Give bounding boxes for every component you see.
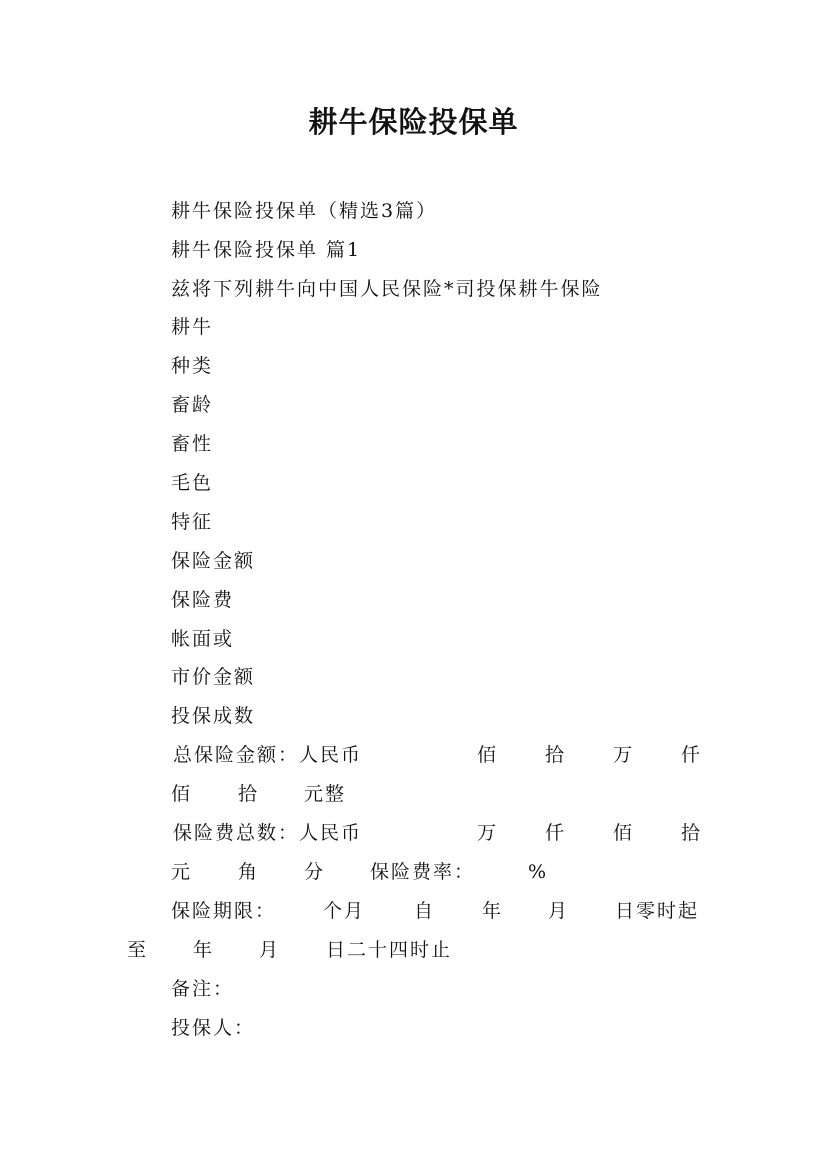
period-unit-from: 自 [414,900,436,922]
premium-unit-yuan: 元 [171,861,193,883]
period-unit-year: 年 [482,900,504,922]
total-amount-unit-yuan: 元整 [304,783,347,805]
field-label-coverage-ratio: 投保成数 [171,705,256,727]
premium-rate-label: 保险费率： [370,861,476,883]
period-unit-year-end: 年 [193,939,215,961]
total-amount-row-2 [0,782,827,806]
period-unit-months: 个月 [323,900,366,922]
premium-unit-fen: 分 [304,861,326,883]
total-amount-unit-wan: 万 [613,744,635,766]
premium-rate-unit: % [528,861,549,883]
document-title: 耕牛保险投保单 [308,105,519,139]
total-amount-unit-bai-2: 佰 [171,783,193,805]
period-unit-day-end: 日二十四时止 [326,939,453,961]
remarks-label: 备注： [171,978,235,1000]
total-amount-row-1 [0,743,827,767]
total-amount-unit-bai: 佰 [477,744,499,766]
premium-unit-wan: 万 [477,822,499,844]
field-label-premium: 保险费 [171,589,235,611]
premium-unit-bai: 佰 [613,822,635,844]
premium-total-label: 保险费总数：人民币 [173,822,363,844]
doc-line-heading: 耕牛保险投保单（精选3篇） [171,200,438,222]
period-label: 保险期限： [171,900,277,922]
period-row-1 [0,899,827,923]
premium-unit-shi: 拾 [681,822,703,844]
field-label-book-value: 帐面或 [171,628,235,650]
period-unit-day-start: 日零时起 [615,900,700,922]
period-unit-to: 至 [127,939,149,961]
field-label-insured-amount: 保险金额 [171,550,256,572]
period-row-2 [0,938,827,962]
total-amount-unit-qian: 仟 [681,744,703,766]
premium-row-1 [0,821,827,845]
premium-unit-qian: 仟 [545,822,567,844]
field-label-market-value: 市价金额 [171,666,256,688]
premium-unit-jiao: 角 [238,861,260,883]
field-label-cattle: 耕牛 [171,316,214,338]
field-label-sex: 畜性 [171,433,214,455]
field-label-color: 毛色 [171,472,214,494]
doc-line-declaration: 兹将下列耕牛向中国人民保险*司投保耕牛保险 [171,278,603,300]
premium-row-2 [0,860,827,884]
field-label-age: 畜龄 [171,394,214,416]
period-unit-month-end: 月 [259,939,281,961]
total-amount-unit-shi-2: 拾 [238,783,260,805]
doc-line-section: 耕牛保险投保单 篇1 [171,239,362,261]
field-label-type: 种类 [171,355,214,377]
total-amount-label: 总保险金额：人民币 [173,744,363,766]
applicant-label: 投保人： [171,1017,256,1039]
total-amount-unit-shi: 拾 [545,744,567,766]
field-label-features: 特征 [171,511,214,533]
period-unit-month: 月 [548,900,570,922]
